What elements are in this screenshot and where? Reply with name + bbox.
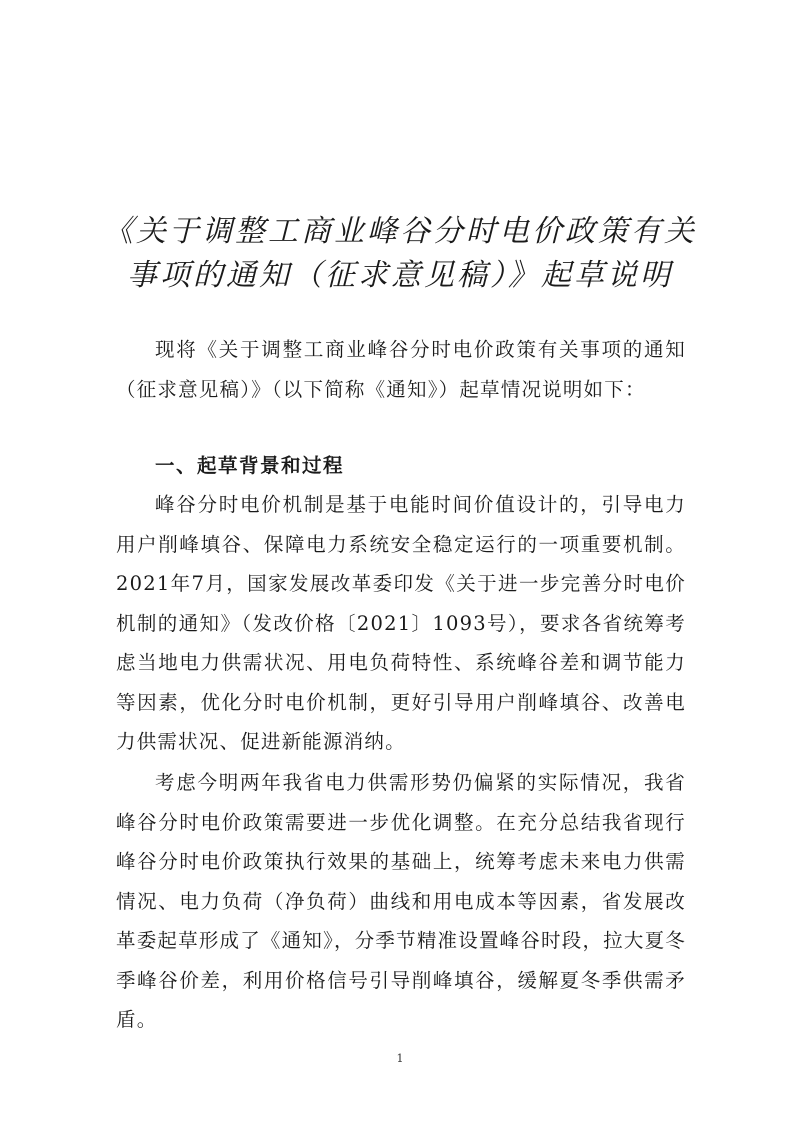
document-title-line-2: 事项的通知（征求意见稿）》起草说明 (127, 258, 673, 293)
page-number: 1 (396, 1052, 404, 1065)
body-paragraph-2: 考虑今明两年我省电力供需形势仍偏紧的实际情况，我省峰谷分时电价政策需要进一步优化调整。在充分总结我省现行峰谷分时电价政策执行效果的基础上，统筹考虑未来电力供需情况、电力负荷（净负荷）曲线和用电成本等因素，省发展改革委起草形成了《通知》，分季节精准设置峰谷时段，拉大夏冬季峰谷价差，利用价格信号引导削峰填谷，缓解夏冬季供需矛盾。 (116, 771, 686, 1031)
body-paragraph-1: 峰谷分时电价机制是基于电能时间价值设计的，引导电力用户削峰填谷、保障电力系统安全稳定运行的一项重要机制。2021年7月，国家发展改革委印发《关于进一步完善分时电价机制的通知》（发改价格〔2021〕1093号），要求各省统筹考虑当地电力供需状况、用电负荷特性、系统峰谷差和调节能力等因素，优化分时电价机制，更好引导用户削峰填谷、改善电力供需状况、促进新能源消纳。 (116, 493, 686, 753)
document-title-line-1: 《关于调整工商业峰谷分时电价政策有关 (103, 214, 697, 249)
intro-paragraph: 现将《关于调整工商业峰谷分时电价政策有关事项的通知（征求意见稿）》（以下简称《通知》）起草情况说明如下： (116, 338, 686, 401)
section-heading: 一、起草背景和过程 (155, 454, 345, 477)
